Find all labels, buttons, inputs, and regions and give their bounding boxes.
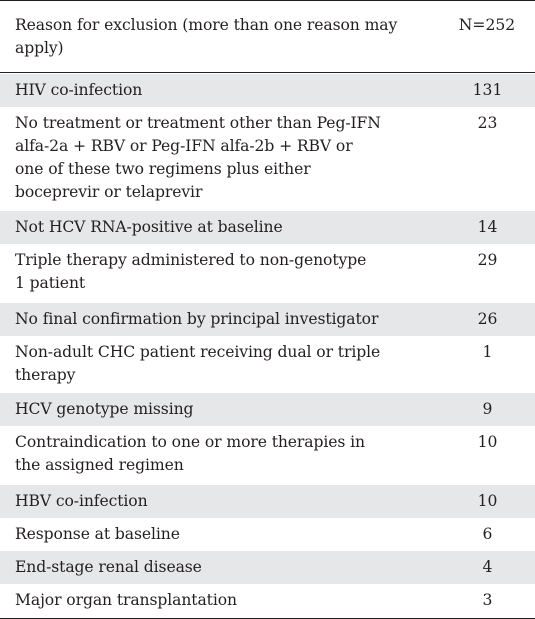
table-row xyxy=(0,485,535,518)
table-header-row xyxy=(0,1,535,73)
row-n: 3 xyxy=(482,591,493,609)
row-reason: Triple therapy administered to non-genotype 1 patient xyxy=(15,251,367,292)
row-reason: Response at baseline xyxy=(15,525,180,543)
row-reason: Major organ transplantation xyxy=(15,591,237,609)
row-reason: Contraindication to one or more therapies in the assigned regimen xyxy=(15,433,365,474)
row-n: 4 xyxy=(482,558,493,576)
table-row xyxy=(0,211,535,244)
header-n: N=252 xyxy=(458,16,516,34)
row-n: 26 xyxy=(477,310,498,328)
table-row xyxy=(0,74,535,107)
row-n: 23 xyxy=(477,114,498,132)
row-n: 10 xyxy=(477,433,498,451)
table-row xyxy=(0,426,535,485)
row-reason: End-stage renal disease xyxy=(15,558,202,576)
row-reason: Non-adult CHC patient receiving dual or triple therapy xyxy=(15,343,381,384)
row-reason: HBV co-infection xyxy=(15,492,148,510)
row-n: 1 xyxy=(482,343,493,361)
row-n: 10 xyxy=(477,492,498,510)
row-reason: HIV co-infection xyxy=(15,81,143,99)
table-row xyxy=(0,107,535,211)
table-row xyxy=(0,336,535,393)
row-reason: HCV genotype missing xyxy=(15,400,194,418)
row-n: 29 xyxy=(477,251,498,269)
row-n: 6 xyxy=(482,525,493,543)
table-row xyxy=(0,551,535,584)
header-reason: Reason for exclusion (more than one reason may apply) xyxy=(15,16,398,57)
table-row xyxy=(0,244,535,303)
row-reason: No treatment or treatment other than Peg-IFN alfa-2a + RBV or Peg-IFN alfa-2b + RBV or one of these two regimens plus either boceprevir or telaprevir xyxy=(15,114,381,201)
table-row xyxy=(0,584,535,618)
table-row xyxy=(0,303,535,336)
row-n: 9 xyxy=(482,400,493,418)
row-n: 131 xyxy=(472,81,503,99)
table-row xyxy=(0,393,535,426)
row-reason: Not HCV RNA-positive at baseline xyxy=(15,218,283,236)
row-n: 14 xyxy=(477,218,498,236)
row-reason: No final confirmation by principal investigator xyxy=(15,310,379,328)
table-row xyxy=(0,518,535,551)
